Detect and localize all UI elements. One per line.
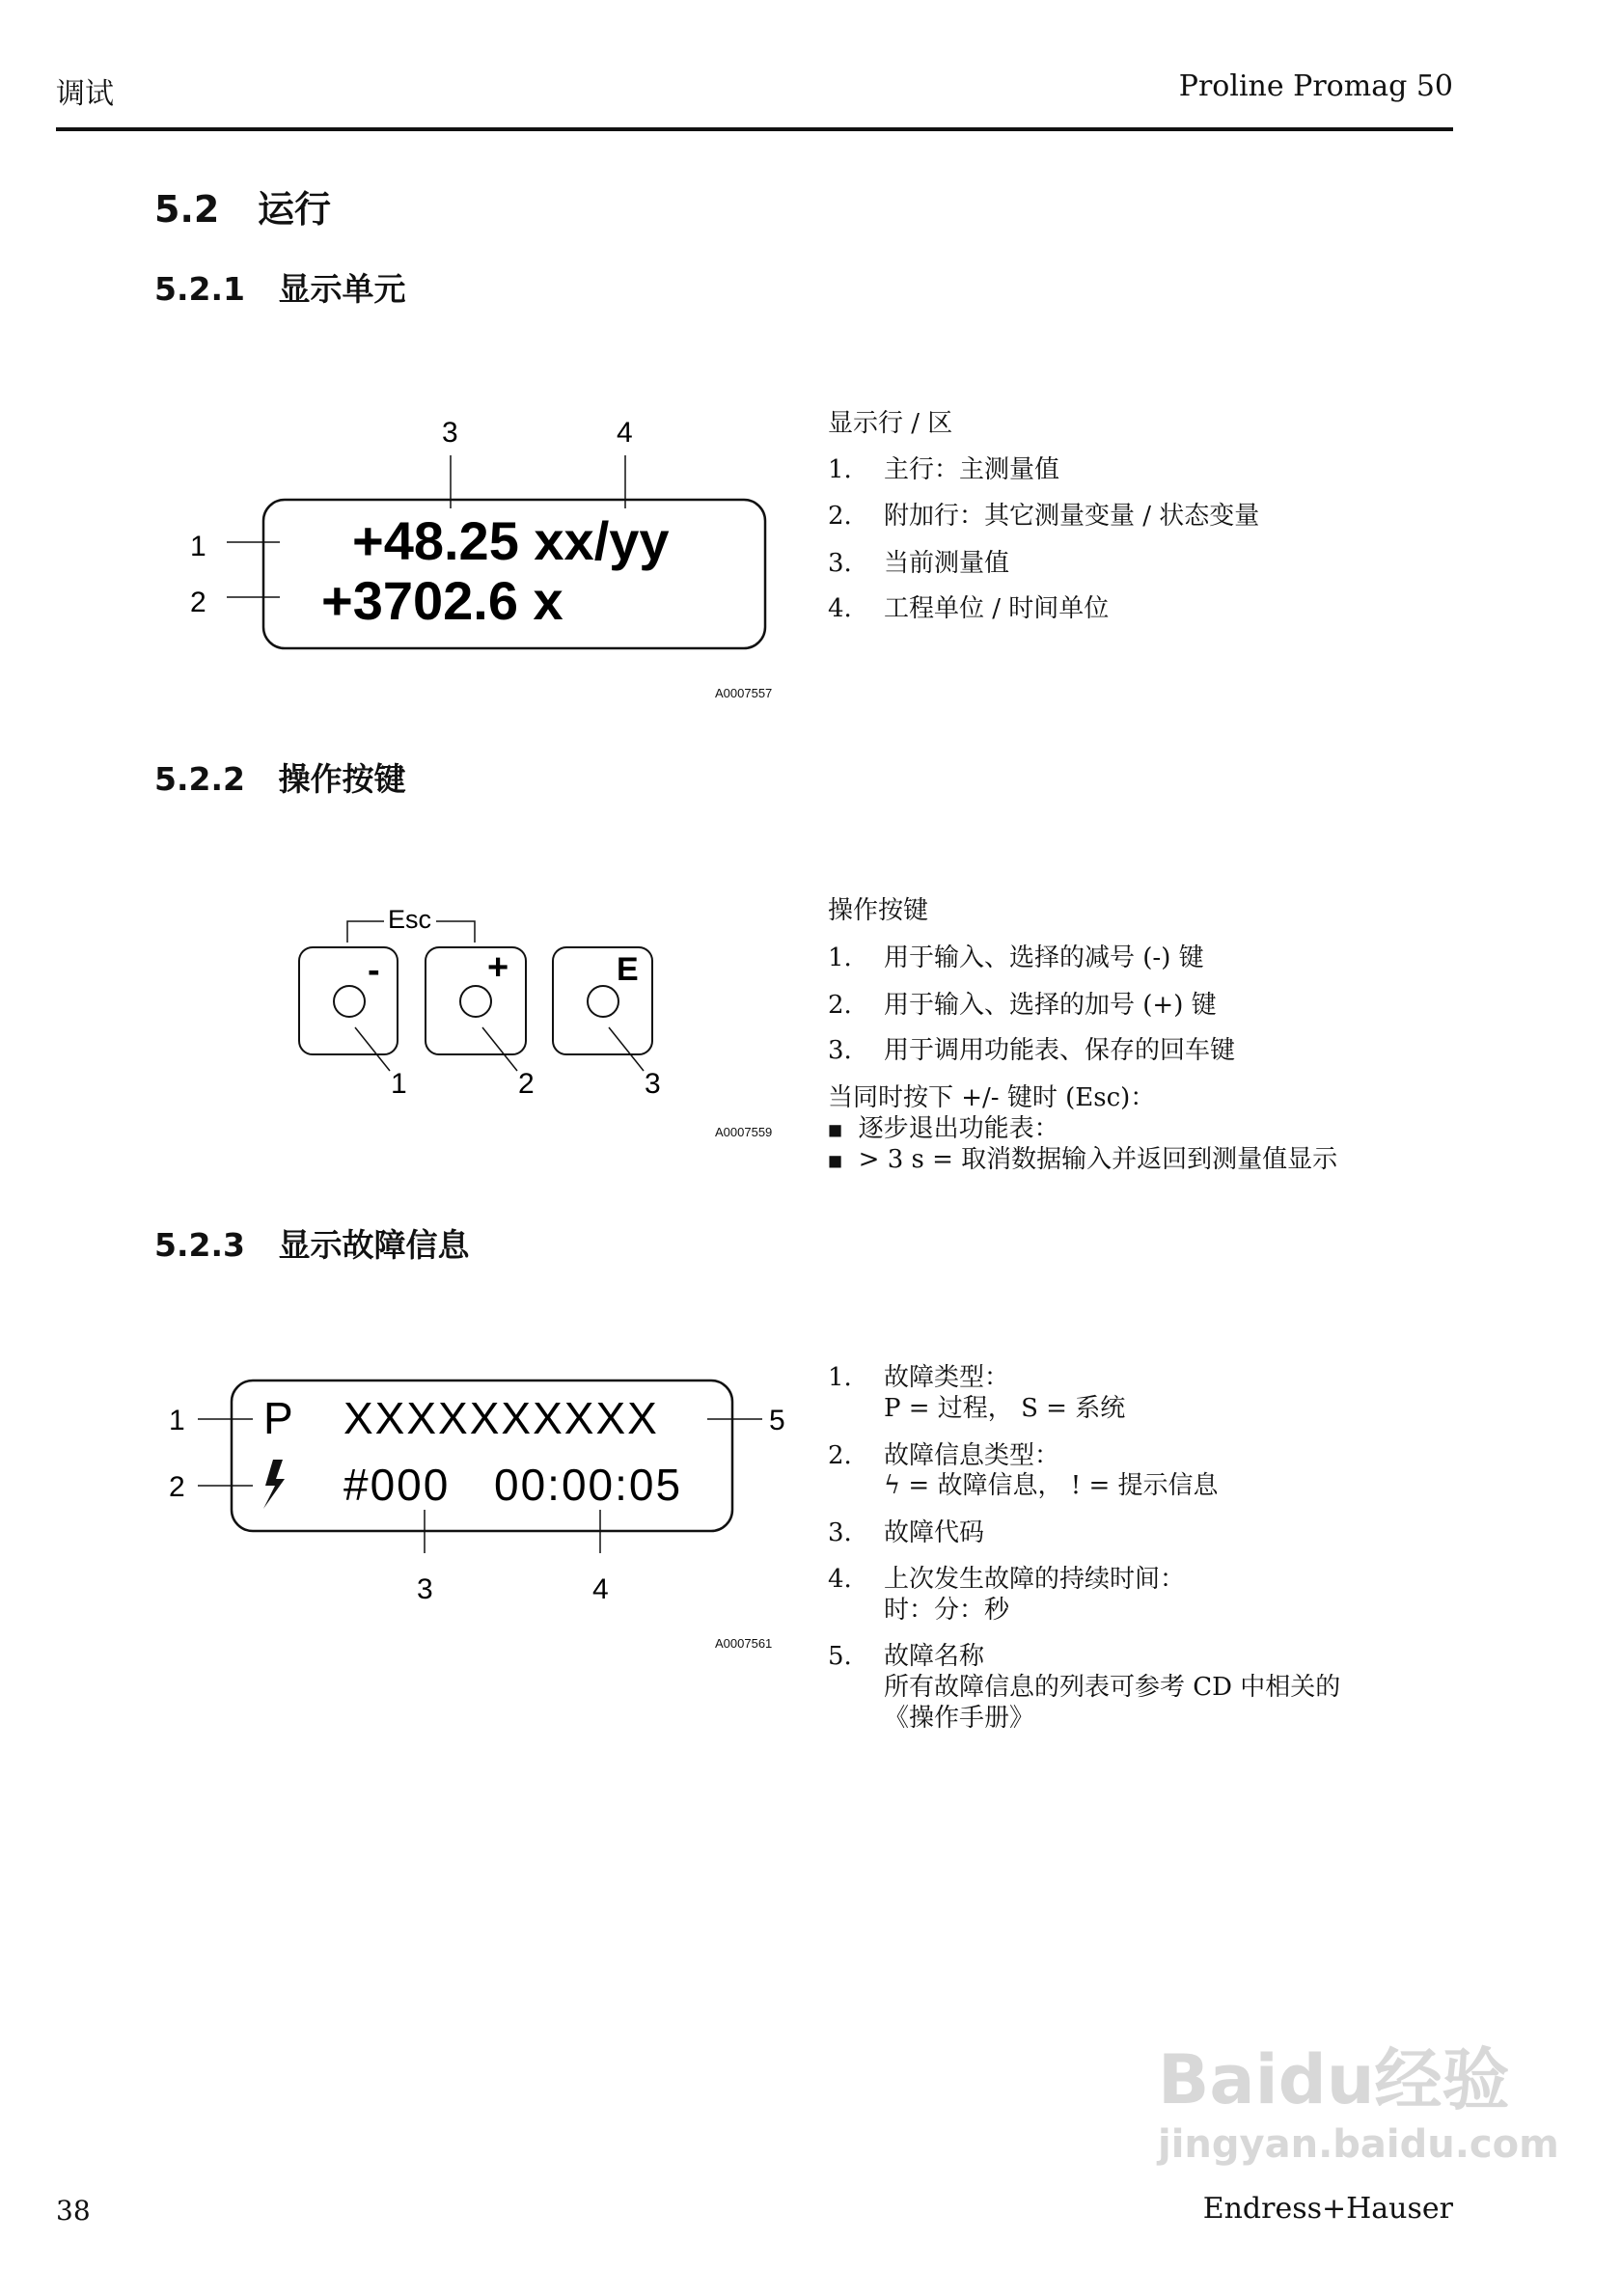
esc-label: Esc <box>388 905 432 934</box>
display-unit-figure <box>190 417 765 648</box>
legend-title: 显示行 / 区 <box>828 409 953 438</box>
bullet-text: > 3 s = 取消数据输入并返回到测量值显示 <box>858 1145 1338 1174</box>
legend-item <box>828 588 1109 624</box>
fault-callout-4: 4 <box>592 1573 609 1605</box>
footer-brand: Endress+Hauser <box>1202 2192 1453 2226</box>
callout-4: 4 <box>617 417 633 449</box>
item-text: 附加行：其它测量变量 / 状态变量 <box>884 502 1260 531</box>
fault-callout-3: 3 <box>417 1573 433 1605</box>
key-callout-1: 1 <box>391 1068 407 1100</box>
legend-item <box>828 496 1259 532</box>
item-number: 5. <box>828 1642 852 1671</box>
lightning-icon <box>263 1460 285 1509</box>
item-text: 主行：主测量值 <box>884 455 1060 484</box>
legend-item <box>828 543 1009 579</box>
item-text: 故障信息类型： <box>884 1441 1060 1470</box>
item-detail: 《操作手册》 <box>884 1704 1035 1733</box>
watermark-logo: Baidu经验 <box>1158 2040 1510 2119</box>
legend-title: 操作按键 <box>828 896 929 925</box>
key-callout-3: 3 <box>645 1068 661 1100</box>
fault-callout-2: 2 <box>169 1471 185 1503</box>
item-text: 用于输入、选择的减号 (-) 键 <box>884 943 1204 972</box>
display-line2: +3702.6 x <box>321 570 563 631</box>
section-title: 运行 <box>258 188 332 231</box>
plus-key <box>426 947 526 1054</box>
item-number: 2. <box>828 502 852 531</box>
item-number: 3. <box>828 1518 852 1547</box>
callout-3: 3 <box>442 417 458 449</box>
figure-id: A0007561 <box>715 1636 773 1651</box>
item-detail: 时：分：秒 <box>884 1596 1010 1625</box>
fault-display-figure <box>169 1380 785 1605</box>
item-detail: ϟ = 故障信息， ! = 提示信息 <box>884 1471 1219 1500</box>
item-number: 1. <box>828 1363 852 1392</box>
item-text: 故障名称 <box>884 1642 985 1671</box>
fault-callout-5: 5 <box>769 1405 785 1436</box>
fault-type: P <box>263 1393 293 1443</box>
item-number: 1. <box>828 943 852 972</box>
item-text: 用于输入、选择的加号 (+) 键 <box>884 991 1217 1020</box>
item-number: 2. <box>828 991 852 1020</box>
header-chapter: 调试 <box>56 77 114 111</box>
note: 当同时按下 +/- 键时 (Esc)： <box>828 1083 1156 1112</box>
page-number: 38 <box>56 2195 91 2227</box>
item-number: 4. <box>828 1565 852 1594</box>
item-text: 用于调用功能表、保存的回车键 <box>884 1036 1236 1065</box>
item-number: 3. <box>828 549 852 578</box>
minus-key <box>299 947 398 1054</box>
figure-id: A0007559 <box>715 1125 773 1139</box>
watermark-url: jingyan.baidu.com <box>1158 2122 1559 2167</box>
legend-item <box>828 450 1059 485</box>
bullet-item: ■ 逐步退出功能表： <box>828 1114 1059 1143</box>
item-text: 故障类型： <box>884 1363 1010 1392</box>
header-product: Proline Promag 50 <box>1178 69 1453 103</box>
display-line1: +48.25 xx/yy <box>352 510 670 571</box>
minus-symbol: - <box>368 950 380 991</box>
legend-item <box>828 938 1204 973</box>
item-text: 当前测量值 <box>884 549 1010 578</box>
bullet-item: ■ > 3 s = 取消数据输入并返回到测量值显示 <box>828 1145 1338 1174</box>
item-number: 3. <box>828 1036 852 1065</box>
item-detail: 所有故障信息的列表可参考 CD 中相关的 <box>884 1673 1341 1702</box>
item-text: 工程单位 / 时间单位 <box>884 594 1110 623</box>
fault-code: #000 <box>343 1460 451 1510</box>
legend-item <box>828 1030 1235 1066</box>
operating-keys-figure <box>299 905 661 1100</box>
subsection-title: 操作按键 <box>278 760 406 798</box>
section-number: 5.2 <box>154 188 220 231</box>
item-text: 故障代码 <box>884 1518 985 1547</box>
callout-2: 2 <box>190 587 206 618</box>
subsection-number: 5.2.2 <box>154 760 245 798</box>
bullet-text: 逐步退出功能表： <box>858 1114 1059 1143</box>
enter-symbol: E <box>617 951 639 988</box>
fault-time: 00:00:05 <box>494 1460 683 1510</box>
key-callout-2: 2 <box>518 1068 535 1100</box>
figure-id: A0007557 <box>715 686 773 700</box>
item-number: 4. <box>828 594 852 623</box>
callout-1: 1 <box>190 531 206 562</box>
subsection-number: 5.2.3 <box>154 1226 245 1264</box>
plus-symbol: + <box>487 947 509 988</box>
subsection-heading-faults <box>154 1220 469 1266</box>
fault-name: XXXXXXXXXX <box>343 1393 659 1443</box>
subsection-number: 5.2.1 <box>154 270 245 308</box>
subsection-heading-keys <box>154 754 405 800</box>
item-text: 上次发生故障的持续时间： <box>884 1565 1186 1594</box>
item-detail: P = 过程， S = 系统 <box>884 1394 1126 1423</box>
subsection-title: 显示单元 <box>278 270 406 308</box>
item-number: 1. <box>828 455 852 484</box>
fault-callout-1: 1 <box>169 1405 185 1436</box>
subsection-title: 显示故障信息 <box>278 1226 470 1264</box>
legend-item <box>828 1513 984 1548</box>
item-number: 2. <box>828 1441 852 1470</box>
legend-item <box>828 985 1217 1021</box>
